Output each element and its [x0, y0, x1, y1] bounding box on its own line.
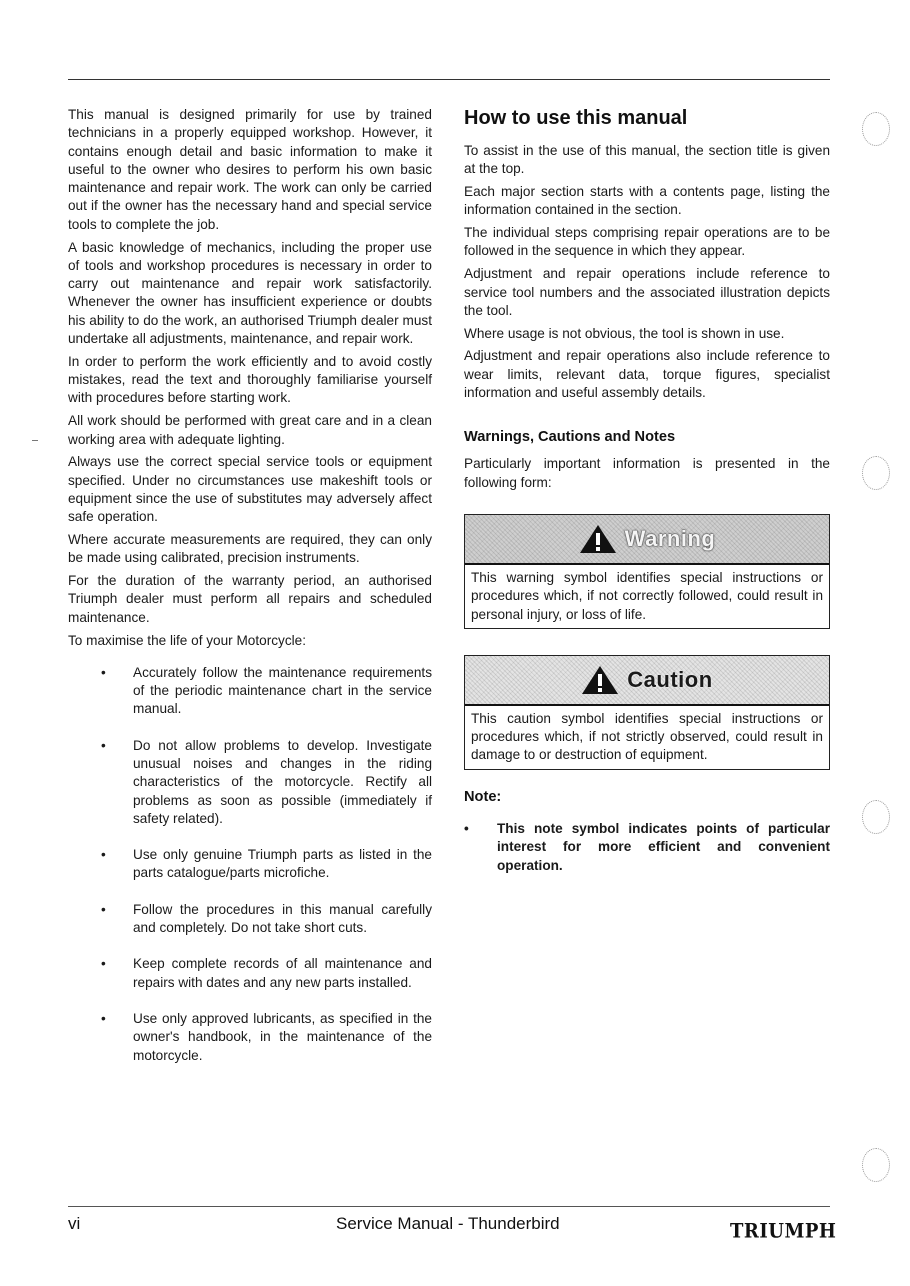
warnings-subheading: Warnings, Cautions and Notes	[464, 429, 676, 446]
intro-paragraph-8: To maximise the life of your Motorcycle:	[68, 632, 306, 648]
intro-paragraph-2: A basic knowledge of mechanics, including the proper use of tools and workshop procedures is necessary in order to carry out maintenance and repair work satisfactorily. Whenever the owner has insufficient experience or doubts his ability to do the work, an authorised Triumph dealer must undertake all adjustments, maintenance, and repair work.	[68, 239, 432, 347]
bullet-icon: •	[101, 1010, 106, 1026]
note-label: Note:	[464, 788, 502, 805]
page-number: vi	[68, 1214, 81, 1233]
list-item	[68, 664, 432, 719]
caution-box	[464, 655, 830, 770]
usage-paragraph-5: Where usage is not obvious, the tool is shown in use.	[464, 325, 785, 341]
triumph-logo: TRIUMPH	[730, 1219, 837, 1244]
warning-box	[464, 514, 830, 629]
warning-triangle-icon	[579, 524, 617, 554]
intro-paragraph-3: In order to perform the work efficiently and to avoid costly mistakes, read the text and thoroughly familiarise yourself with procedures before starting work.	[68, 353, 432, 406]
intro-paragraph-5: Always use the correct special service tools or equipment specified. Under no circumstances use makeshift tools or equipment since the use of substitutes may adversely affect safe operation.	[68, 454, 432, 525]
list-item	[68, 846, 432, 883]
usage-paragraph-2: Each major section starts with a contents page, listing the information contained in the section.	[464, 184, 830, 218]
list-item-text: Keep complete records of all maintenance and repairs with dates and any new parts installed.	[133, 956, 432, 990]
warning-text: This warning symbol identifies special instructions or procedures which, if not correctly followed, could result in personal injury, or loss of life.	[471, 569, 823, 622]
usage-paragraph-4: Adjustment and repair operations include reference to service tool numbers and the associated illustration depicts the tool.	[464, 266, 830, 318]
warning-banner	[465, 515, 829, 565]
list-item-text: Use only genuine Triumph parts as listed in the parts catalogue/parts microfiche.	[133, 847, 432, 881]
note-text: This note symbol indicates points of particular interest for more efficient and convenient operation.	[497, 821, 830, 873]
list-item	[68, 1010, 432, 1065]
list-item-text: Use only approved lubricants, as specified in the owner's handbook, in the maintenance of the motorcycle.	[133, 1010, 432, 1063]
list-item-text: Accurately follow the maintenance requirements of the periodic maintenance chart in the service manual.	[133, 664, 432, 717]
usage-paragraph-6: Adjustment and repair operations also include reference to wear limits, relevant data, torque figures, specialist information and useful assembly details.	[464, 348, 830, 401]
punch-hole-mark	[862, 800, 890, 834]
list-item	[68, 955, 432, 992]
bullet-icon: •	[101, 847, 106, 863]
caution-label: Caution	[627, 666, 713, 692]
right-column	[464, 106, 830, 875]
caution-triangle-icon	[581, 665, 619, 695]
caution-text: This caution symbol identifies special instructions or procedures which, if not strictly observed, could result in damage to or destruction of equipment.	[471, 710, 823, 763]
bullet-icon: •	[464, 821, 469, 837]
usage-paragraph-3: The individual steps comprising repair operations are to be followed in the sequence in which they appear.	[464, 225, 830, 259]
list-item	[68, 737, 432, 828]
header-rule	[68, 79, 830, 80]
bullet-icon: •	[101, 901, 106, 917]
intro-paragraph-1: This manual is designed primarily for use by trained technicians in a properly equipped workshop. However, it contains enough detail and basic information to make it useful to the owner who desires to perform his own basic maintenance and repair work. The work can only be carried out if the owner has the necessary hand and special service tools to complete the job.	[68, 107, 432, 232]
left-column	[68, 106, 432, 1083]
footer-title: Service Manual - Thunderbird	[336, 1214, 560, 1233]
caution-banner	[465, 656, 829, 706]
punch-hole-mark	[862, 1148, 890, 1182]
intro-paragraph-4: All work should be performed with great care and in a clean working area with adequate lighting.	[68, 413, 432, 447]
bullet-icon: •	[101, 664, 106, 680]
note-item	[464, 820, 830, 875]
warnings-intro: Particularly important information is presented in the following form:	[464, 456, 830, 490]
list-item-text: Do not allow problems to develop. Investigate unusual noises and changes in the riding characteristics of the motorcycle. Rectify all problems as soon as possible (immediately if safety related).	[133, 737, 432, 826]
bullet-icon: •	[101, 737, 106, 753]
usage-paragraph-1: To assist in the use of this manual, the section title is given at the top.	[464, 143, 830, 177]
punch-hole-mark	[862, 112, 890, 146]
margin-mark	[32, 440, 38, 441]
list-item	[68, 901, 432, 938]
maintenance-tips-list	[68, 664, 432, 1065]
intro-paragraph-6: Where accurate measurements are required, they can only be made using calibrated, precision instruments.	[68, 532, 432, 566]
section-title: How to use this manual	[464, 107, 688, 129]
list-item-text: Follow the procedures in this manual carefully and completely. Do not take short cuts.	[133, 901, 432, 936]
bullet-icon: •	[101, 956, 106, 972]
punch-hole-mark	[862, 456, 890, 490]
footer-rule	[68, 1206, 830, 1207]
intro-paragraph-7: For the duration of the warranty period, an authorised Triumph dealer must perform all repairs and scheduled maintenance.	[68, 573, 432, 625]
warning-label: Warning	[624, 525, 716, 551]
